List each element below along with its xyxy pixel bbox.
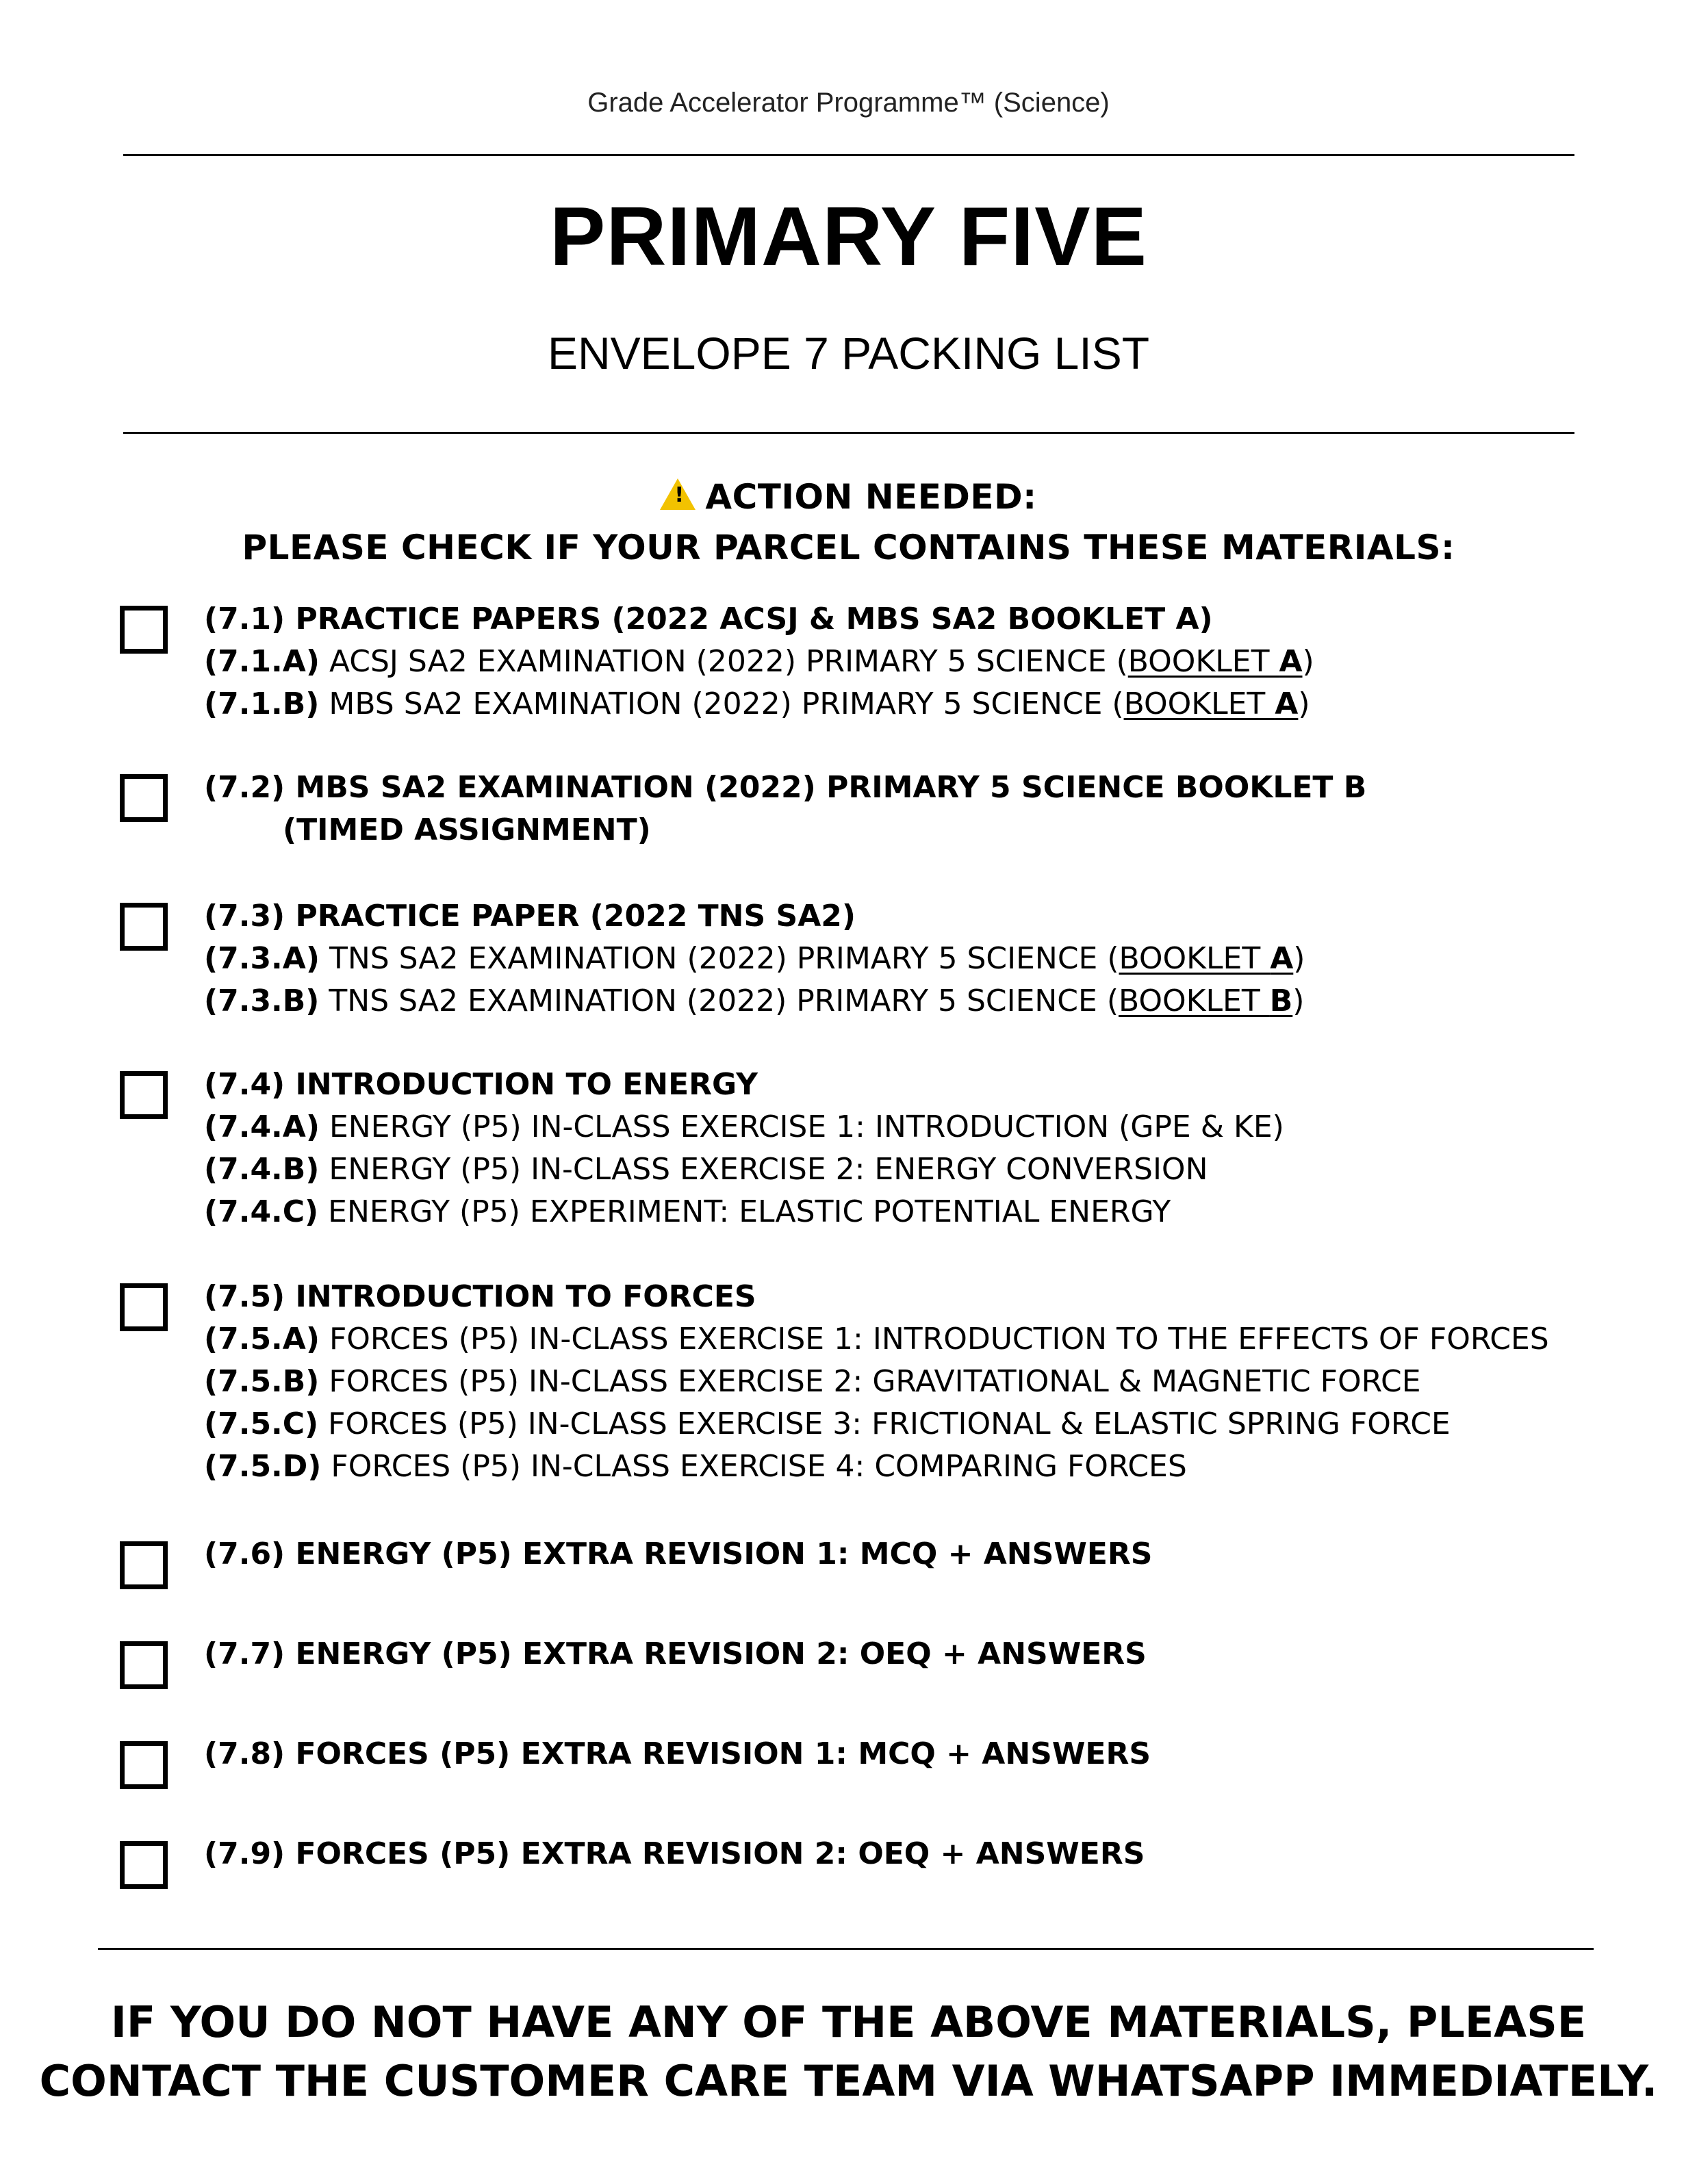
action-needed-heading: [0, 477, 1697, 517]
programme-header: Grade Accelerator Programme™ (Science): [587, 88, 1110, 118]
warning-icon: !: [660, 478, 696, 510]
checkbox-7-9[interactable]: [120, 1841, 168, 1889]
item-7-5-b: (7.5.B) FORCES (P5) IN-CLASS EXERCISE 2: GRAVITATIONAL & MAGNETIC FORCE: [204, 1364, 1421, 1399]
item-7-3-a: (7.3.A) TNS SA2 EXAMINATION (2022) PRIMARY 5 SCIENCE (BOOKLET A): [204, 941, 1305, 976]
item-7-4-heading: (7.4) INTRODUCTION TO ENERGY: [204, 1067, 758, 1102]
item-7-3-b: (7.3.B) TNS SA2 EXAMINATION (2022) PRIMARY 5 SCIENCE (BOOKLET B): [204, 984, 1305, 1018]
item-7-9-heading: (7.9) FORCES (P5) EXTRA REVISION 2: OEQ + ANSWERS: [204, 1836, 1145, 1871]
item-7-5-heading: (7.5) INTRODUCTION TO FORCES: [204, 1279, 756, 1314]
item-7-4-b: (7.4.B) ENERGY (P5) IN-CLASS EXERCISE 2: ENERGY CONVERSION: [204, 1152, 1208, 1187]
footer-notice-line-1: IF YOU DO NOT HAVE ANY OF THE ABOVE MATERIALS, PLEASE: [110, 1997, 1587, 2047]
item-7-1-b: (7.1.B) MBS SA2 EXAMINATION (2022) PRIMARY 5 SCIENCE (BOOKLET A): [204, 686, 1310, 721]
item-7-1-a: (7.1.A) ACSJ SA2 EXAMINATION (2022) PRIMARY 5 SCIENCE (BOOKLET A): [204, 644, 1314, 679]
item-7-1-heading: (7.1) PRACTICE PAPERS (2022 ACSJ & MBS SA2 BOOKLET A): [204, 602, 1213, 637]
action-instruction: PLEASE CHECK IF YOUR PARCEL CONTAINS THESE MATERIALS:: [242, 528, 1455, 567]
item-7-2-heading: (7.2) MBS SA2 EXAMINATION (2022) PRIMARY 5 SCIENCE BOOKLET B: [204, 770, 1367, 805]
item-7-5-a: (7.5.A) FORCES (P5) IN-CLASS EXERCISE 1: INTRODUCTION TO THE EFFECTS OF FORCES: [204, 1322, 1549, 1357]
item-7-8-heading: (7.8) FORCES (P5) EXTRA REVISION 1: MCQ + ANSWERS: [204, 1736, 1151, 1771]
checkbox-7-6[interactable]: [120, 1541, 168, 1589]
divider-middle: [123, 432, 1574, 434]
item-7-5-c: (7.5.C) FORCES (P5) IN-CLASS EXERCISE 3: FRICTIONAL & ELASTIC SPRING FORCE: [204, 1406, 1451, 1441]
item-7-2-heading-cont: (TIMED ASSIGNMENT): [283, 812, 651, 847]
checkbox-7-1[interactable]: [120, 606, 168, 654]
item-7-7-heading: (7.7) ENERGY (P5) EXTRA REVISION 2: OEQ + ANSWERS: [204, 1636, 1147, 1671]
checkbox-7-5[interactable]: [120, 1283, 168, 1331]
divider-top: [123, 154, 1574, 156]
item-7-3-heading: (7.3) PRACTICE PAPER (2022 TNS SA2): [204, 899, 856, 934]
action-needed-label: ACTION NEEDED:: [705, 477, 1037, 517]
item-7-5-d: (7.5.D) FORCES (P5) IN-CLASS EXERCISE 4: COMPARING FORCES: [204, 1449, 1187, 1484]
checkbox-7-3[interactable]: [120, 903, 168, 951]
item-7-6-heading: (7.6) ENERGY (P5) EXTRA REVISION 1: MCQ + ANSWERS: [204, 1537, 1153, 1571]
item-7-4-c: (7.4.C) ENERGY (P5) EXPERIMENT: ELASTIC POTENTIAL ENERGY: [204, 1194, 1171, 1229]
checkbox-7-7[interactable]: [120, 1641, 168, 1689]
footer-notice-line-2: CONTACT THE CUSTOMER CARE TEAM VIA WHATSAPP IMMEDIATELY.: [39, 2056, 1658, 2106]
checkbox-7-8[interactable]: [120, 1741, 168, 1789]
checkbox-7-2[interactable]: [120, 774, 168, 822]
page-subtitle: ENVELOPE 7 PACKING LIST: [547, 328, 1150, 378]
checkbox-7-4[interactable]: [120, 1071, 168, 1119]
divider-bottom: [98, 1948, 1594, 1950]
page-title: PRIMARY FIVE: [550, 190, 1147, 283]
item-7-4-a: (7.4.A) ENERGY (P5) IN-CLASS EXERCISE 1: INTRODUCTION (GPE & KE): [204, 1109, 1284, 1144]
